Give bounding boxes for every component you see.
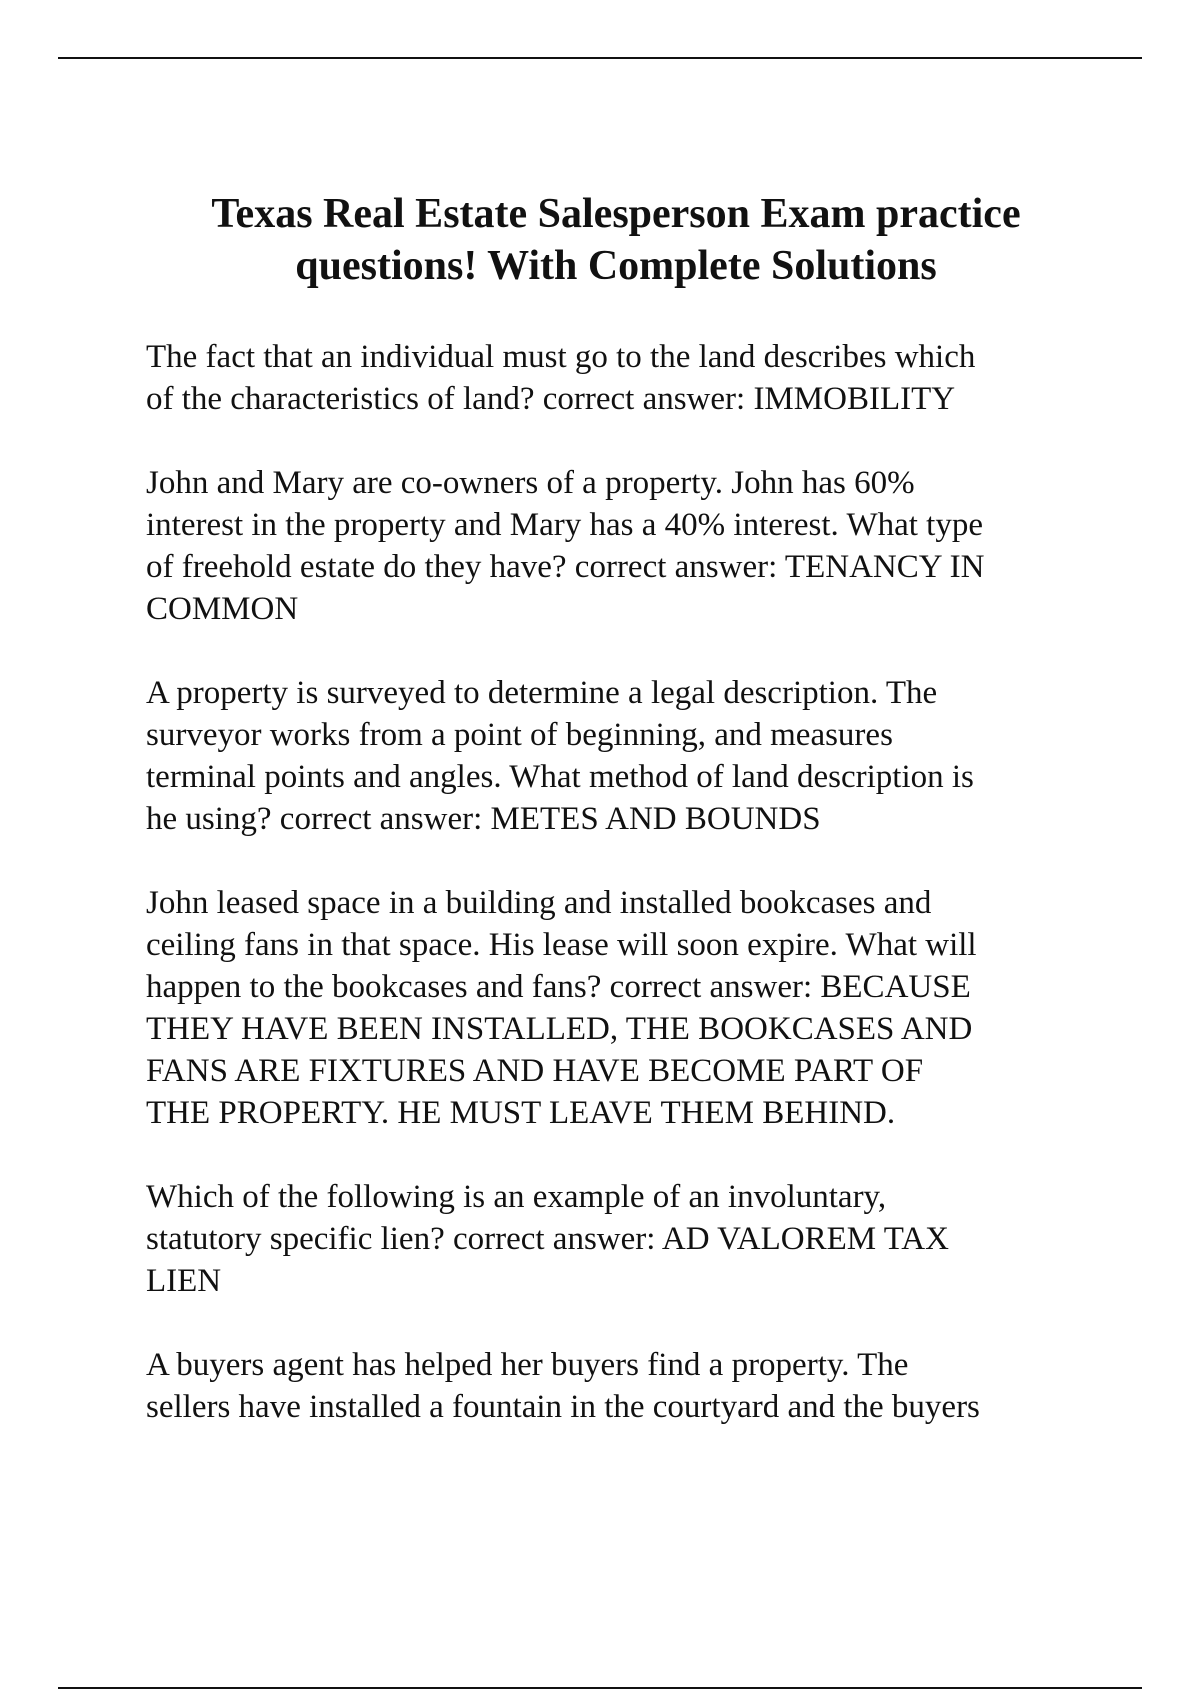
qa-item-1	[146, 336, 1086, 420]
qa-line: of the characteristics of land? correct answer: IMMOBILITY	[146, 381, 956, 417]
qa-line: THE PROPERTY. HE MUST LEAVE THEM BEHIND.	[146, 1095, 896, 1131]
qa-line: of freehold estate do they have? correct answer: TENANCY IN	[146, 549, 985, 585]
qa-line: happen to the bookcases and fans? correct answer: BECAUSE	[146, 969, 971, 1005]
qa-line: sellers have installed a fountain in the courtyard and the buyers	[146, 1389, 980, 1425]
qa-item-6	[146, 1344, 1086, 1428]
qa-line: The fact that an individual must go to the land describes which	[146, 339, 976, 375]
qa-line: Which of the following is an example of an involuntary,	[146, 1179, 887, 1215]
title-line-1: Texas Real Estate Salesperson Exam practice	[211, 191, 1021, 237]
qa-line: he using? correct answer: METES AND BOUNDS	[146, 801, 821, 837]
qa-item-2	[146, 462, 1086, 630]
document-title	[146, 188, 1086, 292]
qa-line: A property is surveyed to determine a legal description. The	[146, 675, 938, 711]
footer-rule	[58, 1687, 1142, 1689]
qa-line: THEY HAVE BEEN INSTALLED, THE BOOKCASES AND	[146, 1011, 973, 1047]
qa-line: A buyers agent has helped her buyers find a property. The	[146, 1347, 909, 1383]
qa-line: John leased space in a building and installed bookcases and	[146, 885, 932, 921]
qa-line: ceiling fans in that space. His lease will soon expire. What will	[146, 927, 977, 963]
qa-item-5	[146, 1176, 1086, 1302]
qa-line: statutory specific lien? correct answer: AD VALOREM TAX	[146, 1221, 949, 1257]
qa-line: terminal points and angles. What method of land description is	[146, 759, 974, 795]
qa-line: COMMON	[146, 591, 299, 627]
qa-line: FANS ARE FIXTURES AND HAVE BECOME PART OF	[146, 1053, 924, 1089]
qa-line: surveyor works from a point of beginning, and measures	[146, 717, 893, 753]
header-rule	[58, 57, 1142, 59]
qa-line: John and Mary are co-owners of a property. John has 60%	[146, 465, 915, 501]
page-content	[146, 188, 1086, 1470]
qa-item-3	[146, 672, 1086, 840]
qa-line: interest in the property and Mary has a 40% interest. What type	[146, 507, 983, 543]
qa-item-4	[146, 882, 1086, 1134]
title-line-2: questions! With Complete Solutions	[295, 243, 937, 289]
qa-line: LIEN	[146, 1263, 222, 1299]
